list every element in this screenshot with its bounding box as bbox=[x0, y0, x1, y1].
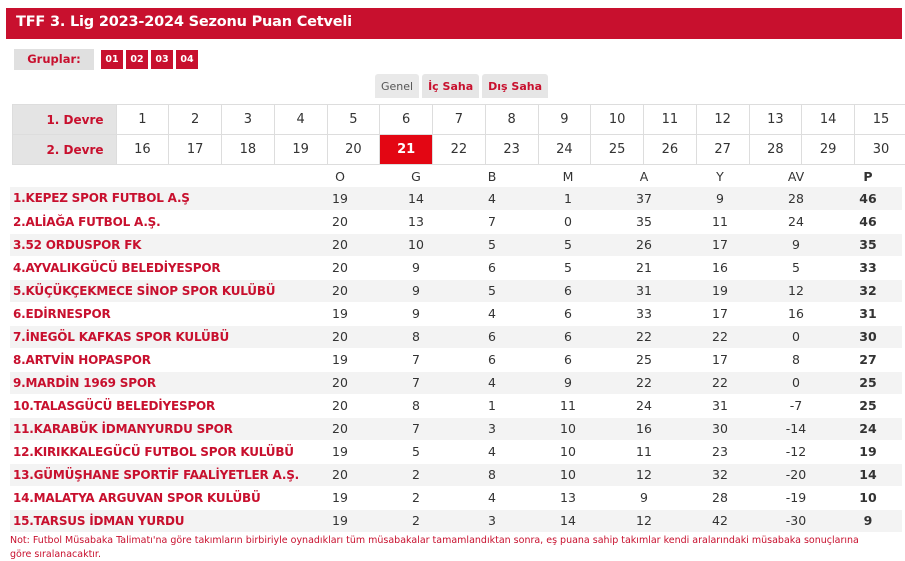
cell-points: 32 bbox=[834, 279, 902, 302]
page-title: TFF 3. Lig 2023-2024 Sezonu Puan Cetveli bbox=[6, 8, 902, 39]
week-8[interactable]: 8 bbox=[485, 105, 538, 135]
cell-won: 13 bbox=[378, 210, 454, 233]
cell-goals-for: 37 bbox=[606, 187, 682, 210]
week-3[interactable]: 3 bbox=[222, 105, 275, 135]
cell-won: 14 bbox=[378, 187, 454, 210]
cell-goal-diff: 16 bbox=[758, 302, 834, 325]
cell-goals-for: 22 bbox=[606, 371, 682, 394]
team-name-link[interactable]: 1.KEPEZ SPOR FUTBOL A.Ş bbox=[10, 187, 302, 210]
cell-played: 20 bbox=[302, 417, 378, 440]
week-9[interactable]: 9 bbox=[538, 105, 591, 135]
cell-lost: 11 bbox=[530, 394, 606, 417]
cell-won: 2 bbox=[378, 486, 454, 509]
cell-goals-against: 17 bbox=[682, 302, 758, 325]
cell-won: 7 bbox=[378, 417, 454, 440]
table-row bbox=[10, 509, 902, 532]
group-button-03[interactable]: 03 bbox=[151, 50, 173, 69]
cell-goals-for: 22 bbox=[606, 325, 682, 348]
cell-goals-against: 16 bbox=[682, 256, 758, 279]
cell-points: 33 bbox=[834, 256, 902, 279]
cell-drawn: 5 bbox=[454, 233, 530, 256]
column-played: O bbox=[302, 166, 378, 187]
cell-goals-for: 11 bbox=[606, 440, 682, 463]
week-18[interactable]: 18 bbox=[222, 135, 275, 165]
cell-drawn: 8 bbox=[454, 463, 530, 486]
table-row bbox=[10, 463, 902, 486]
cell-goals-for: 35 bbox=[606, 210, 682, 233]
cell-points: 31 bbox=[834, 302, 902, 325]
week-5[interactable]: 5 bbox=[327, 105, 380, 135]
cell-goal-diff: 8 bbox=[758, 348, 834, 371]
cell-goal-diff: -7 bbox=[758, 394, 834, 417]
tab-ic-saha[interactable]: İç Saha bbox=[422, 74, 479, 98]
cell-goal-diff: 9 bbox=[758, 233, 834, 256]
cell-lost: 5 bbox=[530, 233, 606, 256]
cell-lost: 6 bbox=[530, 302, 606, 325]
cell-played: 19 bbox=[302, 302, 378, 325]
cell-drawn: 4 bbox=[454, 187, 530, 210]
cell-goal-diff: 0 bbox=[758, 371, 834, 394]
cell-drawn: 3 bbox=[454, 509, 530, 532]
cell-goal-diff: -30 bbox=[758, 509, 834, 532]
week-4[interactable]: 4 bbox=[274, 105, 327, 135]
cell-drawn: 4 bbox=[454, 302, 530, 325]
cell-points: 46 bbox=[834, 187, 902, 210]
week-2[interactable]: 2 bbox=[169, 105, 222, 135]
team-name-link[interactable]: 10.TALASGÜCÜ BELEDİYESPOR bbox=[10, 394, 302, 417]
standings-table bbox=[10, 166, 902, 533]
cell-won: 7 bbox=[378, 348, 454, 371]
cell-lost: 14 bbox=[530, 509, 606, 532]
cell-drawn: 4 bbox=[454, 371, 530, 394]
cell-played: 20 bbox=[302, 325, 378, 348]
cell-lost: 6 bbox=[530, 325, 606, 348]
cell-goals-against: 22 bbox=[682, 325, 758, 348]
team-name-link[interactable]: 8.ARTVİN HOPASPOR bbox=[10, 348, 302, 371]
column-goals-for: A bbox=[606, 166, 682, 187]
week-1[interactable]: 1 bbox=[116, 105, 169, 135]
week-17[interactable]: 17 bbox=[169, 135, 222, 165]
cell-drawn: 4 bbox=[454, 440, 530, 463]
team-name-link[interactable]: 6.EDİRNESPOR bbox=[10, 302, 302, 325]
week-22[interactable]: 22 bbox=[433, 135, 486, 165]
cell-won: 9 bbox=[378, 279, 454, 302]
cell-goals-for: 33 bbox=[606, 302, 682, 325]
cell-goals-against: 42 bbox=[682, 509, 758, 532]
cell-points: 30 bbox=[834, 325, 902, 348]
cell-goals-against: 32 bbox=[682, 463, 758, 486]
table-header bbox=[10, 166, 902, 187]
cell-won: 9 bbox=[378, 302, 454, 325]
cell-won: 8 bbox=[378, 325, 454, 348]
second-half-label: 2. Devre bbox=[13, 135, 117, 165]
cell-played: 20 bbox=[302, 233, 378, 256]
cell-goals-against: 22 bbox=[682, 371, 758, 394]
cell-points: 46 bbox=[834, 210, 902, 233]
cell-played: 19 bbox=[302, 187, 378, 210]
cell-played: 20 bbox=[302, 371, 378, 394]
cell-goals-against: 17 bbox=[682, 233, 758, 256]
cell-goal-diff: -12 bbox=[758, 440, 834, 463]
table-row bbox=[10, 325, 902, 348]
column-lost: M bbox=[530, 166, 606, 187]
cell-points: 9 bbox=[834, 509, 902, 532]
table-row bbox=[10, 187, 902, 210]
group-selector bbox=[14, 48, 198, 70]
team-name-link[interactable]: 13.GÜMÜŞHANE SPORTİF FAALİYETLER A.Ş. bbox=[10, 463, 302, 486]
cell-lost: 6 bbox=[530, 279, 606, 302]
week-23[interactable]: 23 bbox=[485, 135, 538, 165]
cell-played: 19 bbox=[302, 486, 378, 509]
team-name-link[interactable]: 5.KÜÇÜKÇEKMECE SİNOP SPOR KULÜBÜ bbox=[10, 279, 302, 302]
cell-goals-for: 9 bbox=[606, 486, 682, 509]
cell-drawn: 3 bbox=[454, 417, 530, 440]
cell-drawn: 6 bbox=[454, 256, 530, 279]
group-button-02[interactable]: 02 bbox=[126, 50, 148, 69]
group-button-01[interactable]: 01 bbox=[101, 50, 123, 69]
cell-drawn: 5 bbox=[454, 279, 530, 302]
table-row bbox=[10, 371, 902, 394]
cell-played: 19 bbox=[302, 509, 378, 532]
week-20[interactable]: 20 bbox=[327, 135, 380, 165]
cell-played: 20 bbox=[302, 394, 378, 417]
week-11[interactable]: 11 bbox=[644, 105, 697, 135]
cell-lost: 10 bbox=[530, 440, 606, 463]
cell-goal-diff: -20 bbox=[758, 463, 834, 486]
team-name-link[interactable]: 7.İNEGÖL KAFKAS SPOR KULÜBÜ bbox=[10, 325, 302, 348]
cell-lost: 0 bbox=[530, 210, 606, 233]
week-10[interactable]: 10 bbox=[591, 105, 644, 135]
cell-drawn: 6 bbox=[454, 325, 530, 348]
groups-label: Gruplar: bbox=[14, 49, 94, 70]
cell-goals-against: 17 bbox=[682, 348, 758, 371]
team-name-link[interactable]: 4.AYVALIKGÜCÜ BELEDİYESPOR bbox=[10, 256, 302, 279]
team-name-link[interactable]: 3.52 ORDUSPOR FK bbox=[10, 233, 302, 256]
week-24[interactable]: 24 bbox=[538, 135, 591, 165]
cell-won: 10 bbox=[378, 233, 454, 256]
team-name-link[interactable]: 9.MARDİN 1969 SPOR bbox=[10, 371, 302, 394]
table-row bbox=[10, 486, 902, 509]
cell-goals-for: 26 bbox=[606, 233, 682, 256]
week-selector bbox=[12, 104, 905, 165]
cell-goals-against: 31 bbox=[682, 394, 758, 417]
cell-lost: 9 bbox=[530, 371, 606, 394]
table-row bbox=[10, 233, 902, 256]
week-12[interactable]: 12 bbox=[696, 105, 749, 135]
cell-goal-diff: -19 bbox=[758, 486, 834, 509]
cell-drawn: 1 bbox=[454, 394, 530, 417]
cell-played: 20 bbox=[302, 279, 378, 302]
cell-goal-diff: 0 bbox=[758, 325, 834, 348]
week-27[interactable]: 27 bbox=[696, 135, 749, 165]
column-points: P bbox=[834, 166, 902, 187]
team-name-link[interactable]: 15.TARSUS İDMAN YURDU bbox=[10, 509, 302, 532]
cell-goals-for: 24 bbox=[606, 394, 682, 417]
column-drawn: B bbox=[454, 166, 530, 187]
cell-goals-against: 9 bbox=[682, 187, 758, 210]
cell-goals-for: 31 bbox=[606, 279, 682, 302]
cell-won: 5 bbox=[378, 440, 454, 463]
cell-lost: 5 bbox=[530, 256, 606, 279]
table-row bbox=[10, 279, 902, 302]
group-button-04[interactable]: 04 bbox=[176, 50, 198, 69]
cell-drawn: 7 bbox=[454, 210, 530, 233]
week-30[interactable]: 30 bbox=[855, 135, 905, 165]
team-name-link[interactable]: 12.KIRIKKALEGÜCÜ FUTBOL SPOR KULÜBÜ bbox=[10, 440, 302, 463]
cell-played: 20 bbox=[302, 256, 378, 279]
cell-won: 8 bbox=[378, 394, 454, 417]
week-15[interactable]: 15 bbox=[855, 105, 905, 135]
team-name-link[interactable]: 14.MALATYA ARGUVAN SPOR KULÜBÜ bbox=[10, 486, 302, 509]
cell-goals-against: 28 bbox=[682, 486, 758, 509]
cell-goals-for: 16 bbox=[606, 417, 682, 440]
cell-goals-for: 12 bbox=[606, 463, 682, 486]
table-row bbox=[10, 394, 902, 417]
cell-played: 20 bbox=[302, 463, 378, 486]
cell-won: 2 bbox=[378, 509, 454, 532]
first-half-label: 1. Devre bbox=[13, 105, 117, 135]
week-14[interactable]: 14 bbox=[802, 105, 855, 135]
table-row bbox=[10, 210, 902, 233]
table-row bbox=[10, 302, 902, 325]
cell-goal-diff: 28 bbox=[758, 187, 834, 210]
tab-genel[interactable]: Genel bbox=[375, 74, 419, 98]
cell-goals-for: 21 bbox=[606, 256, 682, 279]
cell-goals-for: 25 bbox=[606, 348, 682, 371]
week-21[interactable]: 21 bbox=[380, 135, 433, 165]
cell-points: 35 bbox=[834, 233, 902, 256]
cell-lost: 10 bbox=[530, 463, 606, 486]
cell-points: 25 bbox=[834, 394, 902, 417]
team-name-link[interactable]: 11.KARABÜK İDMANYURDU SPOR bbox=[10, 417, 302, 440]
tab-dis-saha[interactable]: Dış Saha bbox=[482, 74, 548, 98]
cell-points: 14 bbox=[834, 463, 902, 486]
week-26[interactable]: 26 bbox=[644, 135, 697, 165]
cell-goals-for: 12 bbox=[606, 509, 682, 532]
week-25[interactable]: 25 bbox=[591, 135, 644, 165]
cell-played: 19 bbox=[302, 440, 378, 463]
column-goal-diff: AV bbox=[758, 166, 834, 187]
cell-goal-diff: -14 bbox=[758, 417, 834, 440]
cell-goals-against: 23 bbox=[682, 440, 758, 463]
week-28[interactable]: 28 bbox=[749, 135, 802, 165]
cell-goals-against: 30 bbox=[682, 417, 758, 440]
table-row bbox=[10, 417, 902, 440]
table-row bbox=[10, 440, 902, 463]
table-row bbox=[10, 256, 902, 279]
cell-drawn: 4 bbox=[454, 486, 530, 509]
standings-tabs bbox=[375, 74, 551, 98]
week-16[interactable]: 16 bbox=[116, 135, 169, 165]
column-goals-against: Y bbox=[682, 166, 758, 187]
week-29[interactable]: 29 bbox=[802, 135, 855, 165]
tiebreak-note: Not: Futbol Müsabaka Talimatı'na göre takımların birbiriyle oynadıkları tüm müsabakalar tamamlandıktan sonra, eş puana sahip takımlar kendi aralarındaki müsabaka sonuçlarına göre sıralanacaktır. bbox=[10, 535, 859, 560]
week-13[interactable]: 13 bbox=[749, 105, 802, 135]
table-row bbox=[10, 348, 902, 371]
week-7[interactable]: 7 bbox=[433, 105, 486, 135]
cell-lost: 6 bbox=[530, 348, 606, 371]
column-team bbox=[10, 166, 302, 187]
cell-goal-diff: 5 bbox=[758, 256, 834, 279]
cell-played: 19 bbox=[302, 348, 378, 371]
cell-lost: 10 bbox=[530, 417, 606, 440]
cell-points: 27 bbox=[834, 348, 902, 371]
cell-points: 10 bbox=[834, 486, 902, 509]
cell-goal-diff: 12 bbox=[758, 279, 834, 302]
cell-won: 2 bbox=[378, 463, 454, 486]
cell-won: 7 bbox=[378, 371, 454, 394]
cell-points: 19 bbox=[834, 440, 902, 463]
week-6[interactable]: 6 bbox=[380, 105, 433, 135]
cell-goals-against: 11 bbox=[682, 210, 758, 233]
cell-points: 24 bbox=[834, 417, 902, 440]
column-won: G bbox=[378, 166, 454, 187]
cell-lost: 13 bbox=[530, 486, 606, 509]
cell-goals-against: 19 bbox=[682, 279, 758, 302]
cell-points: 25 bbox=[834, 371, 902, 394]
cell-won: 9 bbox=[378, 256, 454, 279]
week-19[interactable]: 19 bbox=[274, 135, 327, 165]
cell-goal-diff: 24 bbox=[758, 210, 834, 233]
cell-played: 20 bbox=[302, 210, 378, 233]
cell-lost: 1 bbox=[530, 187, 606, 210]
team-name-link[interactable]: 2.ALİAĞA FUTBOL A.Ş. bbox=[10, 210, 302, 233]
cell-drawn: 6 bbox=[454, 348, 530, 371]
